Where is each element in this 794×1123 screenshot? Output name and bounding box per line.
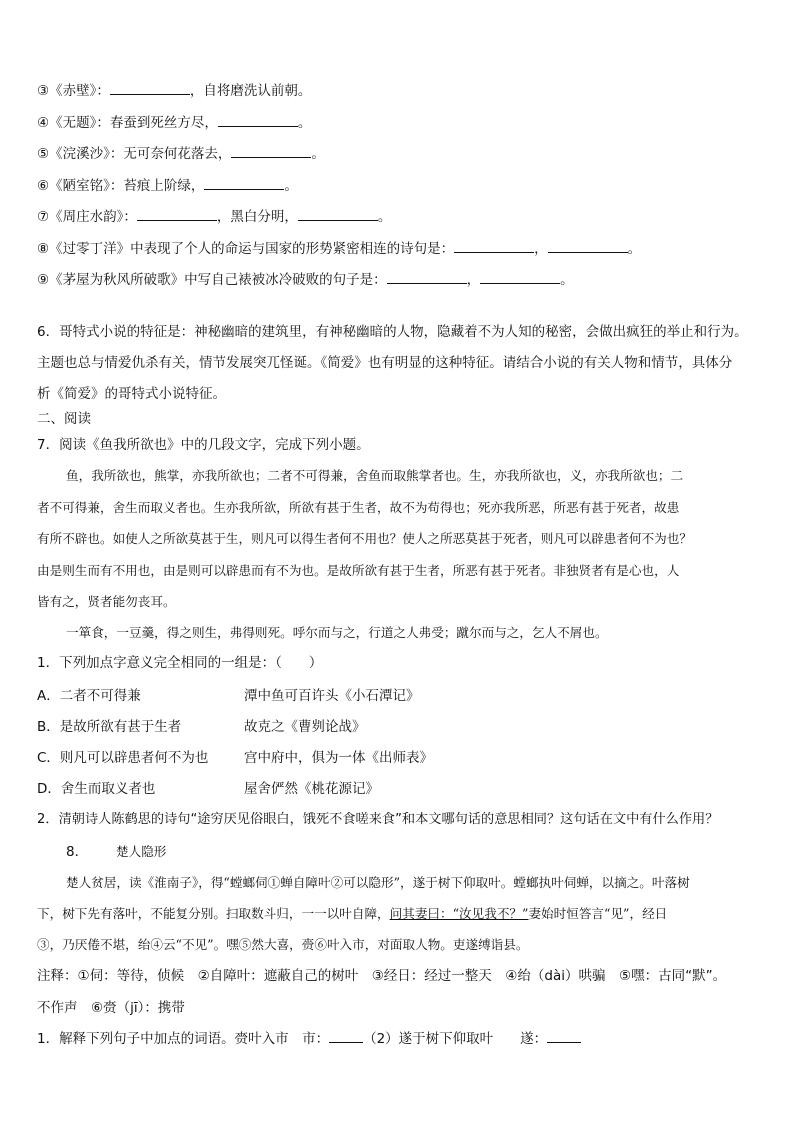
blank-line-6 [37,177,298,195]
option-b[interactable]: B．是故所欲有甚于生者 [37,719,182,735]
blank-line-text: ⑥《陋室铭》：苔痕上阶绿， [37,178,205,194]
q7-intro: 7．阅读《鱼我所欲也》中的几段文字，完成下列小题。 [37,437,370,453]
q8-sub1-text: （2）遂于树下仰取叶 遂： [363,1031,548,1047]
section-heading: 二、阅读 [37,411,91,427]
blank-line-text: ⑧《过零丁洋》中表现了个人的命运与国家的形势紧密相连的诗句是： [37,241,455,257]
blank-line-text: ④《无题》：春蚕到死丝方尽， [37,115,218,131]
q8-number: 8． [66,844,89,860]
answer-blank[interactable] [329,1030,363,1043]
blank-line-text: ⑦《周庄水韵》： [37,209,137,225]
answer-blank[interactable] [547,1030,581,1043]
blank-line-text: ， [466,272,481,288]
blank-line-text: ⑤《浣溪沙》：无可奈何花落去， [37,146,232,162]
answer-blank[interactable] [110,82,190,95]
q7-sub1-question: 1．下列加点字意义完全相同的一组是：（ ） [37,655,323,671]
option-d-pair: 屋舍俨然《桃花源记》 [244,781,379,797]
passage-line: 皆有之，贤者能勿丧耳。 [37,594,176,609]
passage-line: 由是则生而有不用也，由是则可以辟患而有不为也。是故所欲有甚于生者，所恶有甚于死者。非独贤者有是心也，人 [37,563,680,578]
answer-blank[interactable] [298,208,378,221]
q8-passage-line [37,905,667,923]
q8-sub1 [37,1030,581,1048]
passage-line: 者不可得兼，舍生而取义者也。生亦我所欲，所欲有甚于生者，故不为苟得也；死亦我所恶，所恶有甚于死者，故患 [37,500,680,515]
answer-blank[interactable] [548,240,628,253]
q8-passage-line: ③，乃厌倦不堪，绐④云“不见”。嘿⑤然大喜，赍⑥叶入市，对面取人物。吏遂缚诣县。 [37,937,529,952]
option-d[interactable]: D．舍生而取义者也 [37,781,156,797]
blank-line-text: ③《赤壁》： [37,83,110,99]
answer-blank[interactable] [137,208,217,221]
q8-passage-line: 楚人贫居，读《淮南子》，得“螳螂伺①蝉自障叶②可以隐形”，遂于树下仰取叶。螳螂执叶伺蝉，以摘之。叶落树 [66,875,690,890]
q6-line: 主题也总与情爱仇杀有关，情节发展突兀怪诞。《简爱》也有明显的这种特征。请结合小说的有关人物和情节，具体分 [37,355,733,371]
blank-line-text: 。 [377,209,392,225]
blank-line-8 [37,240,641,258]
blank-line-7 [37,208,391,226]
q8-notes: 注释：①伺：等待，侦候 ②自障叶：遮蔽自己的树叶 ③经日：经过一整天 ④绐（dài）哄骗 ⑤嘿：古同“默”。 [37,968,727,984]
blank-line-4 [37,114,311,132]
q6-line: 析《简爱》的哥特式小说特征。 [37,386,226,402]
option-c-pair: 宫中府中，俱为一体《出师表》 [244,750,433,766]
q7-sub2-question: 2．清朝诗人陈鹤思的诗句“途穷厌见俗眼白，饿死不食嗟来食”和本文哪句话的意思相同？这句话在文中有什么作用？ [37,812,719,827]
answer-blank[interactable] [454,240,534,253]
option-a[interactable]: A．二者不可得兼 [37,688,141,704]
q8-title: 楚人隐形 [116,844,167,859]
passage-line: 一箪食，一豆羹，得之则生，弗得则死。呼尔而与之，行道之人弗受；蹴尔而与之，乞人不屑也。 [66,625,608,640]
answer-blank[interactable] [231,145,311,158]
blank-line-text: 。 [297,115,312,131]
q8-notes: 不作声 ⑥赍（jī）：携带 [37,1000,185,1016]
underlined-phrase: 问其妻曰：“汝见我不？” [389,906,529,921]
q6-line: 6．哥特式小说的特征是：神秘幽暗的建筑里，有神秘幽暗的人物，隐藏着不为人知的秘密，会做出疯狂的举止和行为。 [37,324,748,340]
q8-sub1-text: 1．解释下列句子中加点的词语。赍叶入市 市： [37,1031,330,1047]
answer-blank[interactable] [204,177,284,190]
q8-passage-text: 下，树下先有落叶，不能复分别。扫取数斗归，一一以叶自障，问其妻曰：“汝见我不？”妻始时恒答言“见”，经日 [37,906,668,921]
option-a-pair: 潭中鱼可百许头《小石潭记》 [244,688,420,704]
answer-blank[interactable] [480,271,560,284]
blank-line-text: 。 [560,272,574,288]
blank-line-text: ⑨《茅屋为秋风所破歌》中写自己裱被冰冷破败的句子是： [37,272,387,288]
blank-line-text: 。 [311,146,325,162]
blank-line-9 [37,271,574,289]
option-b-pair: 故克之《曹刿论战》 [244,719,366,735]
blank-line-3 [37,82,311,100]
blank-line-text: ， [534,241,548,257]
blank-line-5 [37,145,325,163]
option-c[interactable]: C．则凡可以辟患者何不为也 [37,750,209,766]
passage-line: 鱼，我所欲也，熊掌，亦我所欲也；二者不可得兼，舍鱼而取熊掌者也。生，亦我所欲也，义，亦我所欲也；二 [66,468,684,483]
answer-blank[interactable] [218,114,298,127]
blank-line-text: 。 [284,178,298,194]
blank-line-text: ，自将磨洗认前朝。 [189,83,312,99]
answer-blank[interactable] [387,271,467,284]
passage-line: 有所不辟也。如使人之所欲莫甚于生，则凡可以得生者何不用也？使人之所恶莫甚于死者，则凡可以辟患者何不为也？ [37,531,692,546]
blank-line-text: ，黑白分明， [216,209,298,225]
blank-line-text: 。 [627,241,642,257]
